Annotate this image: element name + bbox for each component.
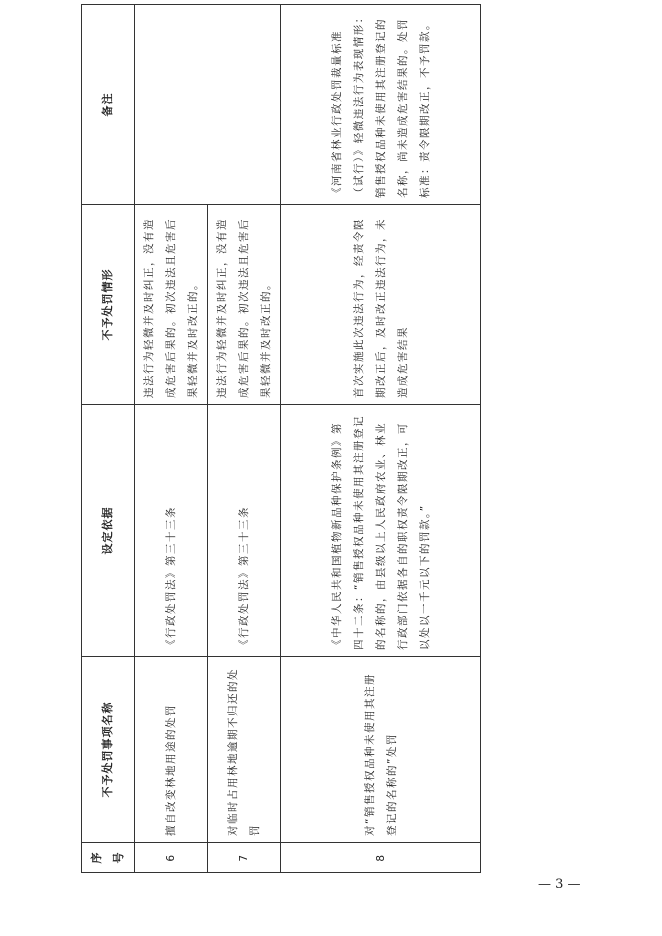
table-header-row [82,5,135,873]
row-legal-basis: 《行政处罚法》第三十三条 [135,405,208,657]
row-item-name: 擅自改变林地用途的处罚 [135,657,208,843]
row-legal-basis: 《行政处罚法》第三十三条 [208,405,281,657]
rotated-table-container [81,5,459,873]
row-serial-number: 8 [281,843,481,873]
row-exemption-situation: 首次实施此次违法行为，经责令限期改正后，及时改正违法行为，未造成危害结果 [281,205,481,405]
table-row [135,5,208,873]
row-item-name: 对“销售授权品种未使用其注册登记的名称的”处罚 [281,657,481,843]
row-item-name: 对临时占用林地逾期不归还的处罚 [208,657,281,843]
row-serial-number: 6 [135,843,208,873]
row-serial-number: 7 [208,843,281,873]
page-number: — 3 — [538,877,581,892]
header-remark: 备注 [82,5,135,205]
table-row [281,5,481,873]
row-exemption-situation: 违法行为轻微并及时纠正，没有造成危害后果的。初次违法且危害后果轻微并及时改正的。 [208,205,281,405]
header-item-name: 不予处罚事项名称 [82,657,135,843]
row-remark [135,5,281,205]
penalty-exemption-table [81,4,481,873]
row-remark: 《河南省林业行政处罚裁量标准（试行）》轻微违法行为表现情形：销售授权品种未使用其注册登记的名称，尚未造成危害结果的。处罚标准：责令限期改正，不予罚款。 [281,5,481,205]
row-legal-basis: 《中华人民共和国植物新品种保护条例》第四十二条：“销售授权品种未使用其注册登记的名称的，由县级以上人民政府农业、林业行政部门依据各自的职权责令限期改正，可以处以一千元以下的罚款。” [281,405,481,657]
row-exemption-situation: 违法行为轻微并及时纠正，没有造成危害后果的。初次违法且危害后果轻微并及时改正的。 [135,205,208,405]
header-exemption-situation: 不予处罚情形 [82,205,135,405]
header-serial-number: 序号 [82,843,135,873]
header-legal-basis: 设定依据 [82,405,135,657]
